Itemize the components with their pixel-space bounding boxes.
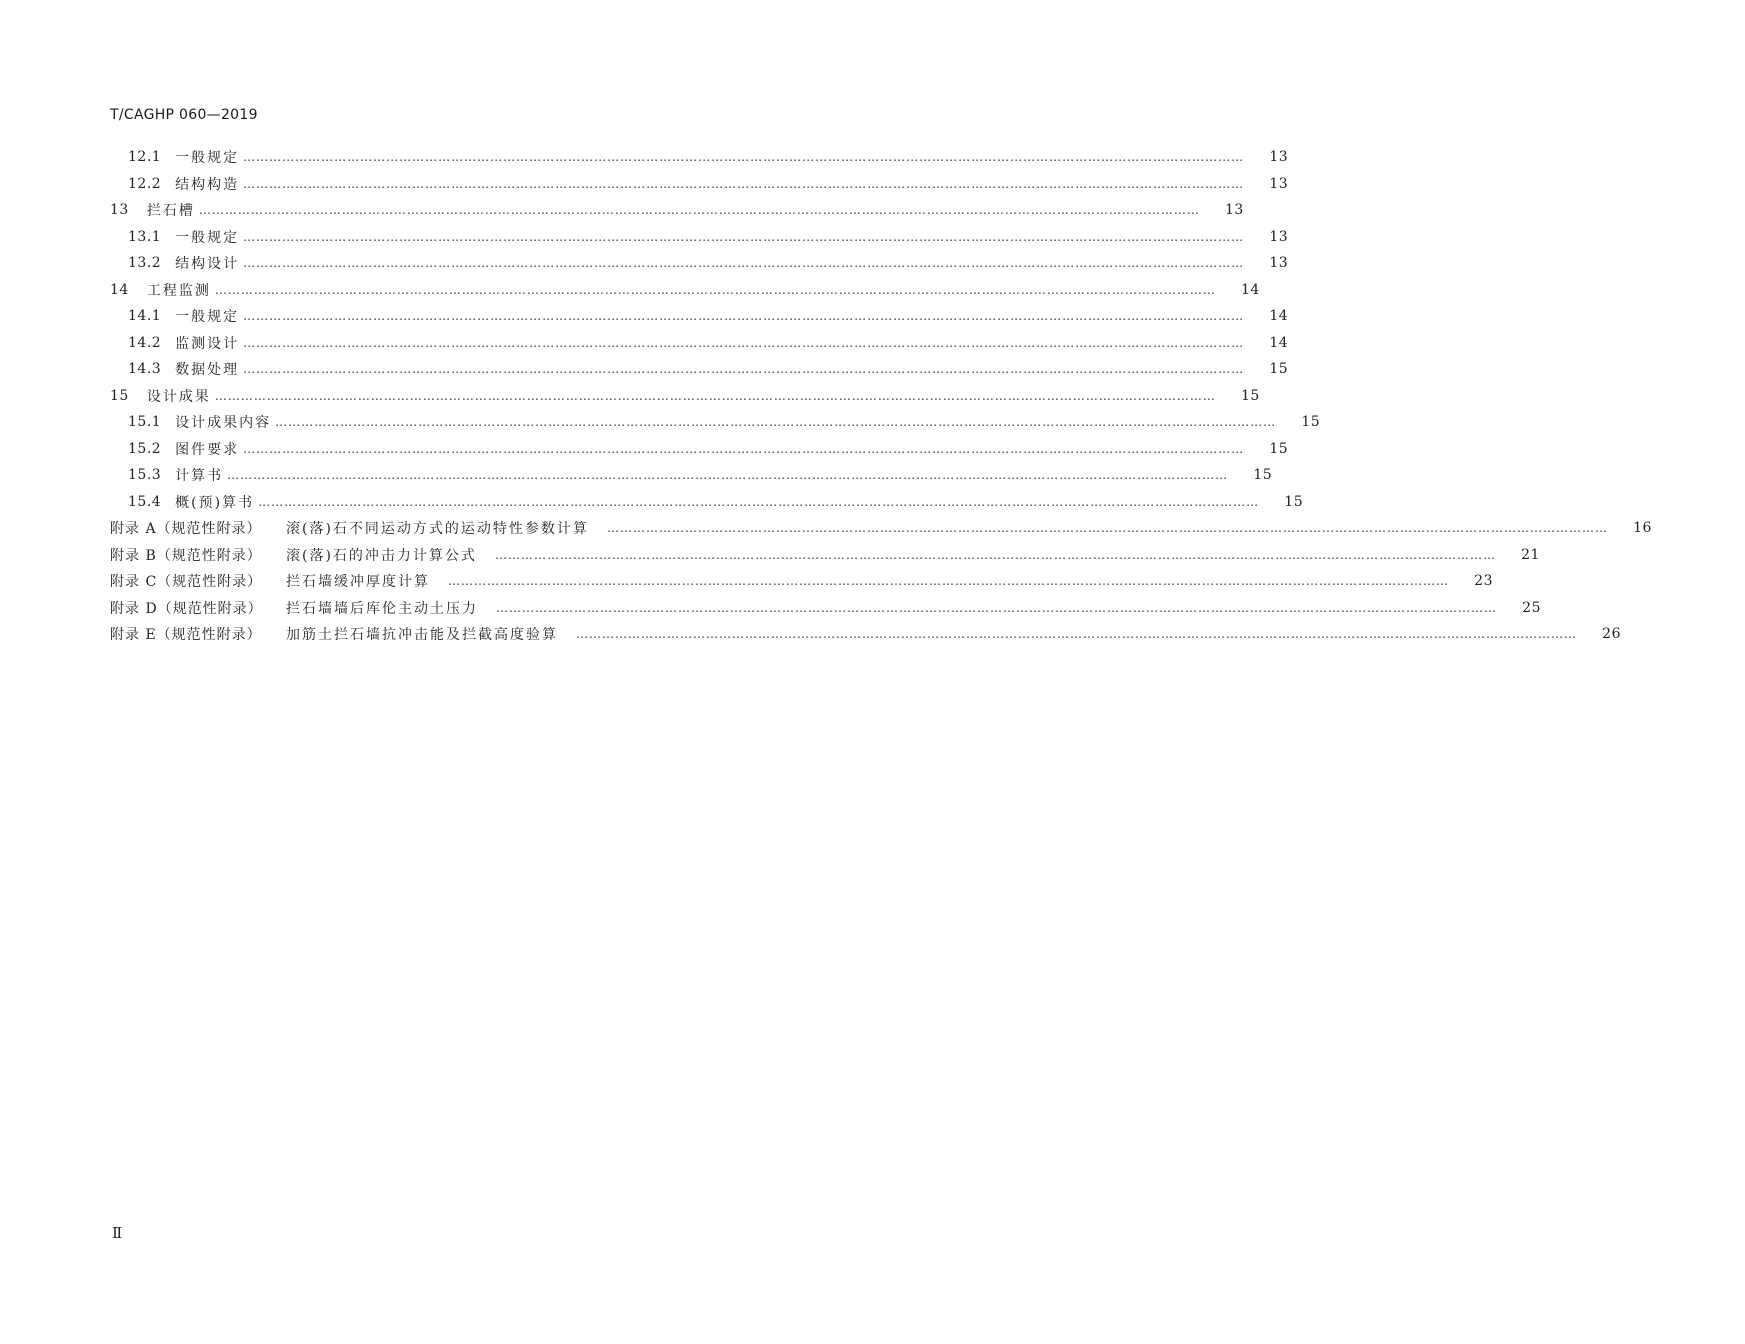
toc-page-number: 21 — [1521, 546, 1540, 563]
toc-title: 一般规定 — [175, 309, 240, 326]
toc-page-number: 13 — [1225, 202, 1244, 219]
toc-title: 图件要求 — [175, 441, 240, 458]
toc-number: 15 — [110, 387, 129, 404]
appendix-prefix: 附录 E（规范性附录） — [110, 627, 262, 644]
dot-leader: …………………………………………………………………………………………………………………………………………………………………………………………………………… — [198, 203, 1200, 218]
toc-title: 拦石槽 — [146, 203, 195, 220]
toc-entry-15[interactable] — [0, 383, 1260, 410]
toc-page-number: 13 — [1269, 175, 1289, 192]
toc-entry-13-1[interactable] — [0, 224, 1289, 251]
toc-title: 工程监测 — [146, 282, 211, 299]
toc-number: 14.3 — [128, 361, 162, 378]
toc-page-number: 14 — [1269, 308, 1289, 325]
appendix-prefix: 附录 A（规范性附录） — [110, 521, 262, 538]
toc-appendix-e[interactable] — [0, 621, 1621, 648]
toc-number: 13.1 — [128, 228, 162, 245]
toc-entry-14[interactable] — [0, 277, 1260, 304]
dot-leader: …………………………………………………………………………………………………………………………………………………………………………………………………………… — [496, 600, 1497, 615]
dot-leader: …………………………………………………………………………………………………………………………………………………………………………………………………………… — [243, 362, 1245, 377]
appendix-title: 拦石墙缓冲厚度计算 — [286, 574, 430, 591]
toc-title: 设计成果 — [146, 388, 211, 405]
dot-leader: …………………………………………………………………………………………………………………………………………………………………………………………………………… — [243, 441, 1245, 456]
dot-leader: …………………………………………………………………………………………………………………………………………………………………………………………………………… — [243, 150, 1245, 165]
appendix-title: 滚(落)石的冲击力计算公式 — [286, 547, 477, 564]
toc-entry-12-2[interactable] — [0, 171, 1289, 198]
toc-entry-13[interactable] — [0, 197, 1244, 224]
toc-appendix-d[interactable] — [0, 595, 1541, 622]
toc-entry-15-1[interactable] — [0, 409, 1321, 436]
toc-title: 设计成果内容 — [175, 415, 272, 432]
toc-title: 结构构造 — [175, 176, 240, 193]
dot-leader: …………………………………………………………………………………………………………………………………………………………………………………………………………… — [243, 229, 1245, 244]
toc-number: 14.2 — [128, 334, 162, 351]
toc-entry-14-2[interactable] — [0, 330, 1289, 357]
toc-number: 15.1 — [128, 414, 162, 431]
dot-leader: …………………………………………………………………………………………………………………………………………………………………………………………………………… — [448, 574, 1449, 589]
appendix-prefix: 附录 B（规范性附录） — [110, 547, 262, 564]
toc-page-number: 14 — [1241, 281, 1260, 298]
dot-leader: …………………………………………………………………………………………………………………………………………………………………………………………………………… — [227, 468, 1229, 483]
toc-page-number: 16 — [1633, 520, 1652, 537]
appendix-prefix: 附录 C（规范性附录） — [110, 574, 263, 591]
toc-title: 结构设计 — [175, 256, 240, 273]
dot-leader: …………………………………………………………………………………………………………………………………………………………………………………………………………… — [243, 256, 1245, 271]
dot-leader: …………………………………………………………………………………………………………………………………………………………………………………………………………… — [606, 521, 1608, 536]
toc-page-number: 14 — [1269, 334, 1289, 351]
toc-title: 监测设计 — [175, 335, 240, 352]
toc-page-number: 13 — [1269, 149, 1289, 166]
toc-number: 12.2 — [128, 175, 162, 192]
toc-entry-15-3[interactable] — [0, 462, 1273, 489]
toc-number: 15.2 — [128, 440, 162, 457]
dot-leader: …………………………………………………………………………………………………………………………………………………………………………………………………………… — [258, 494, 1260, 509]
toc-number: 15.4 — [128, 493, 162, 510]
toc-title: 一般规定 — [175, 229, 240, 246]
dot-leader: …………………………………………………………………………………………………………………………………………………………………………………………………………… — [243, 309, 1245, 324]
dot-leader: …………………………………………………………………………………………………………………………………………………………………………………………………………… — [214, 282, 1216, 297]
toc-number: 14.1 — [128, 308, 162, 325]
toc-appendix-a[interactable] — [0, 515, 1652, 542]
toc-appendix-c[interactable] — [0, 568, 1493, 595]
toc-title: 数据处理 — [175, 362, 240, 379]
toc-number: 15.3 — [128, 467, 162, 484]
dot-leader: …………………………………………………………………………………………………………………………………………………………………………………………………………… — [576, 627, 1577, 642]
toc-page-number: 13 — [1269, 255, 1289, 272]
toc-entry-15-2[interactable] — [0, 436, 1289, 463]
appendix-title: 滚(落)石不同运动方式的运动特性参数计算 — [286, 521, 589, 538]
appendix-title: 拦石墙墙后库伦主动土压力 — [286, 600, 478, 617]
dot-leader: …………………………………………………………………………………………………………………………………………………………………………………………………………… — [243, 335, 1245, 350]
document-id: T/CAGHP 060—2019 — [110, 107, 258, 123]
toc-entry-15-4[interactable] — [0, 489, 1304, 516]
toc-entry-13-2[interactable] — [0, 250, 1289, 277]
toc-page-number: 15 — [1241, 387, 1260, 404]
toc-number: 12.1 — [128, 149, 162, 166]
toc-page-number: 13 — [1269, 228, 1289, 245]
toc-entry-14-1[interactable] — [0, 303, 1289, 330]
toc-page-number: 15 — [1269, 361, 1289, 378]
toc-page-number: 15 — [1253, 467, 1273, 484]
toc-entry-14-3[interactable] — [0, 356, 1289, 383]
toc-entry-12-1[interactable] — [0, 144, 1289, 171]
toc-page-number: 26 — [1602, 626, 1621, 643]
dot-leader: …………………………………………………………………………………………………………………………………………………………………………………………………………… — [494, 547, 1496, 562]
toc-number: 13.2 — [128, 255, 162, 272]
footer-page-number: Ⅱ — [112, 1224, 123, 1242]
dot-leader: …………………………………………………………………………………………………………………………………………………………………………………………………………… — [275, 415, 1277, 430]
toc-page-number: 25 — [1522, 599, 1541, 616]
dot-leader: …………………………………………………………………………………………………………………………………………………………………………………………………………… — [214, 388, 1216, 403]
table-of-contents — [0, 144, 1652, 648]
appendix-prefix: 附录 D（规范性附录） — [110, 600, 263, 617]
toc-title: 计算书 — [175, 468, 224, 485]
toc-number: 13 — [110, 202, 129, 219]
toc-title: 概(预)算书 — [175, 494, 255, 511]
toc-title: 一般规定 — [175, 150, 240, 167]
dot-leader: …………………………………………………………………………………………………………………………………………………………………………………………………………… — [243, 176, 1245, 191]
toc-appendix-b[interactable] — [0, 542, 1540, 569]
toc-page-number: 23 — [1474, 573, 1493, 590]
toc-page-number: 15 — [1269, 440, 1289, 457]
toc-page-number: 15 — [1301, 414, 1321, 431]
toc-page-number: 15 — [1284, 493, 1304, 510]
appendix-title: 加筋土拦石墙抗冲击能及拦截高度验算 — [286, 627, 558, 644]
toc-number: 14 — [110, 281, 129, 298]
